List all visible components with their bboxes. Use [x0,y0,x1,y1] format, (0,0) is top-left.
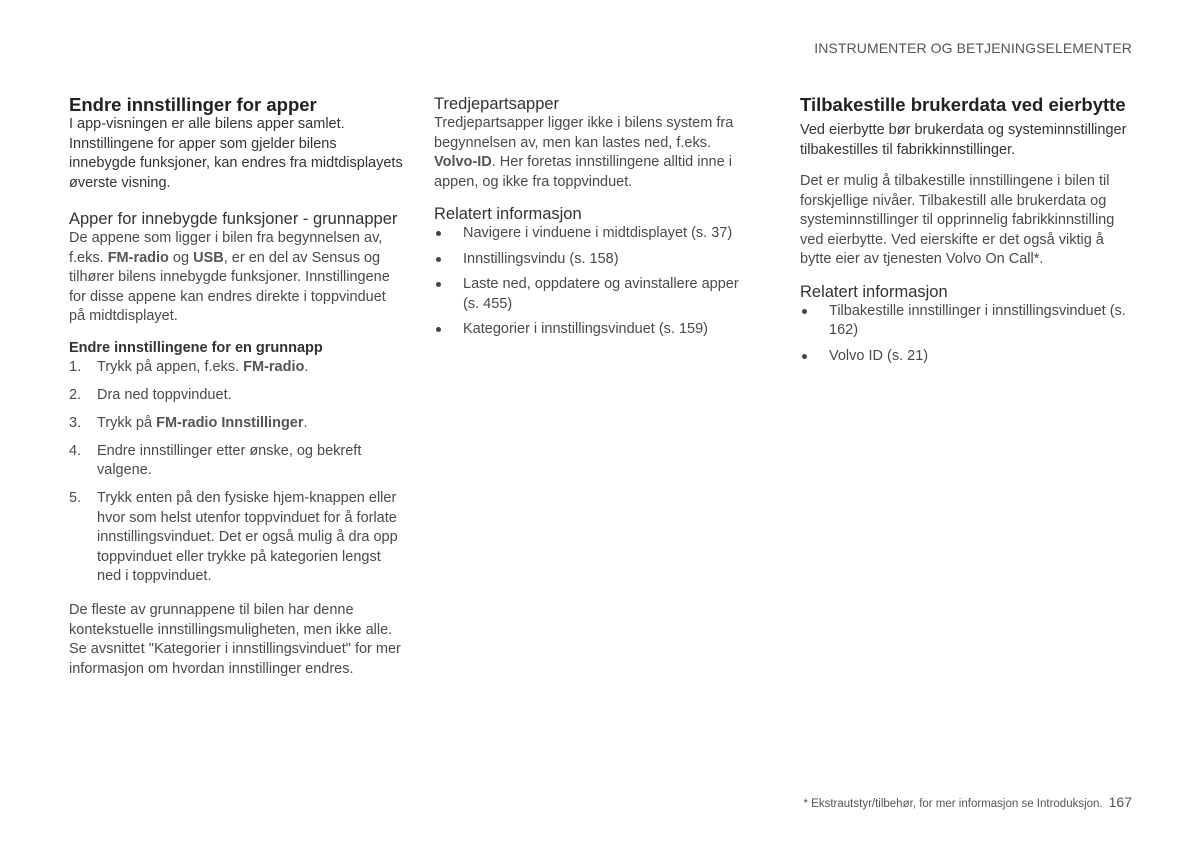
section-text: Tredjepartsapper ligger ikke i bilens system fra begynnelsen av, men kan lastes ned, f.eks. Volvo-ID. Her foretas innstillingene alltid inne i appen, og ikke fra toppvinduet. [434,115,734,190]
section-intro: Ved eierbytte bør brukerdata og systeminnstillinger tilbakestilles til fabrikkinnstillinger. [800,122,1127,158]
related-link[interactable]: Navigere i vinduene i midtdisplayet (s. 37) [434,224,754,244]
footnote: * Ekstrautstyr/tilbehør, for mer informasjon se Introduksjon. [803,798,1103,810]
list-item: 3. Trykk på FM-radio Innstillinger. [69,414,308,431]
section-outro: De fleste av grunnappene til bilen har denne kontekstuelle innstillingsmuligheten, men ikke alle. Se avsnittet "Kategorier i innstillingsvinduet" for mer informasjon om hvordan innstillinger endres. [69,602,401,677]
bullet-icon [802,354,807,359]
related-link[interactable]: Volvo ID (s. 21) [800,347,1132,367]
related-link[interactable]: Tilbakestille innstillinger i innstillingsvinduet (s. 162) [800,302,1132,341]
column-right [800,94,1132,372]
steps-list [69,358,405,587]
subsection-heading: Apper for innebygde funksjoner - grunnapper [69,210,398,228]
bullet-icon [436,327,441,332]
column-left [69,94,405,679]
bullet-icon [436,231,441,236]
list-item: 4. Endre innstillinger etter ønske, og bekreft valgene. [69,442,362,478]
steps-heading: Endre innstillingene for en grunnapp [69,339,323,356]
list-item: 2. Dra ned toppvinduet. [69,386,232,403]
bullet-icon [802,309,807,314]
subsection-text: De appene som ligger i bilen fra begynnelsen av, f.eks. FM-radio og USB, er en del av Sensus og tilhører bilens innebygde funksjoner. Innstillingene for disse appene kan endres direkte i toppvinduet på midtdisplayet. [69,230,390,324]
bullet-icon [436,257,441,262]
list-item: 5. Trykk enten på den fysiske hjem-knappen eller hvor som helst utenfor toppvinduet for å forlate innstillingsvinduet. Det er også mulig å dra opp toppvinduet eller trykke på kategorien lengst ned i toppvinduet. [69,490,398,584]
column-middle [434,94,754,346]
section-text: Det er mulig å tilbakestille innstillingene i bilen til forskjellige nivåer. Tilbakestill alle brukerdata og systeminnstillinger til opprinnelig fabrikkinnstilling ved eierbytte. Ved eierskifte er det også viktig å bytte eier av tjenesten Volvo On Call*. [800,173,1115,267]
related-link[interactable]: Laste ned, oppdatere og avinstallere apper (s. 455) [434,275,754,314]
related-link[interactable]: Innstillingsvindu (s. 158) [434,250,754,270]
page-number: 167 [1108,794,1132,810]
section-heading: Endre innstillinger for apper [69,94,317,115]
page-header: INSTRUMENTER OG BETJENINGSELEMENTER [814,40,1132,56]
related-heading: Relatert informasjon [800,282,948,301]
footer [804,794,1132,810]
related-list [800,302,1132,367]
section-intro: I app-visningen er alle bilens apper samlet. Innstillingene for apper som gjelder bilens innebygde funksjoner, kan endres fra midtdisplayets øverste visning. [69,116,403,191]
section-heading: Tredjepartsapper [434,95,560,113]
related-list [434,224,754,340]
related-heading: Relatert informasjon [434,205,582,223]
bullet-icon [436,282,441,287]
list-item: 1. Trykk på appen, f.eks. FM-radio. [69,358,309,375]
related-link[interactable]: Kategorier i innstillingsvinduet (s. 159) [434,320,754,340]
section-heading: Tilbakestille brukerdata ved eierbytte [800,94,1126,115]
